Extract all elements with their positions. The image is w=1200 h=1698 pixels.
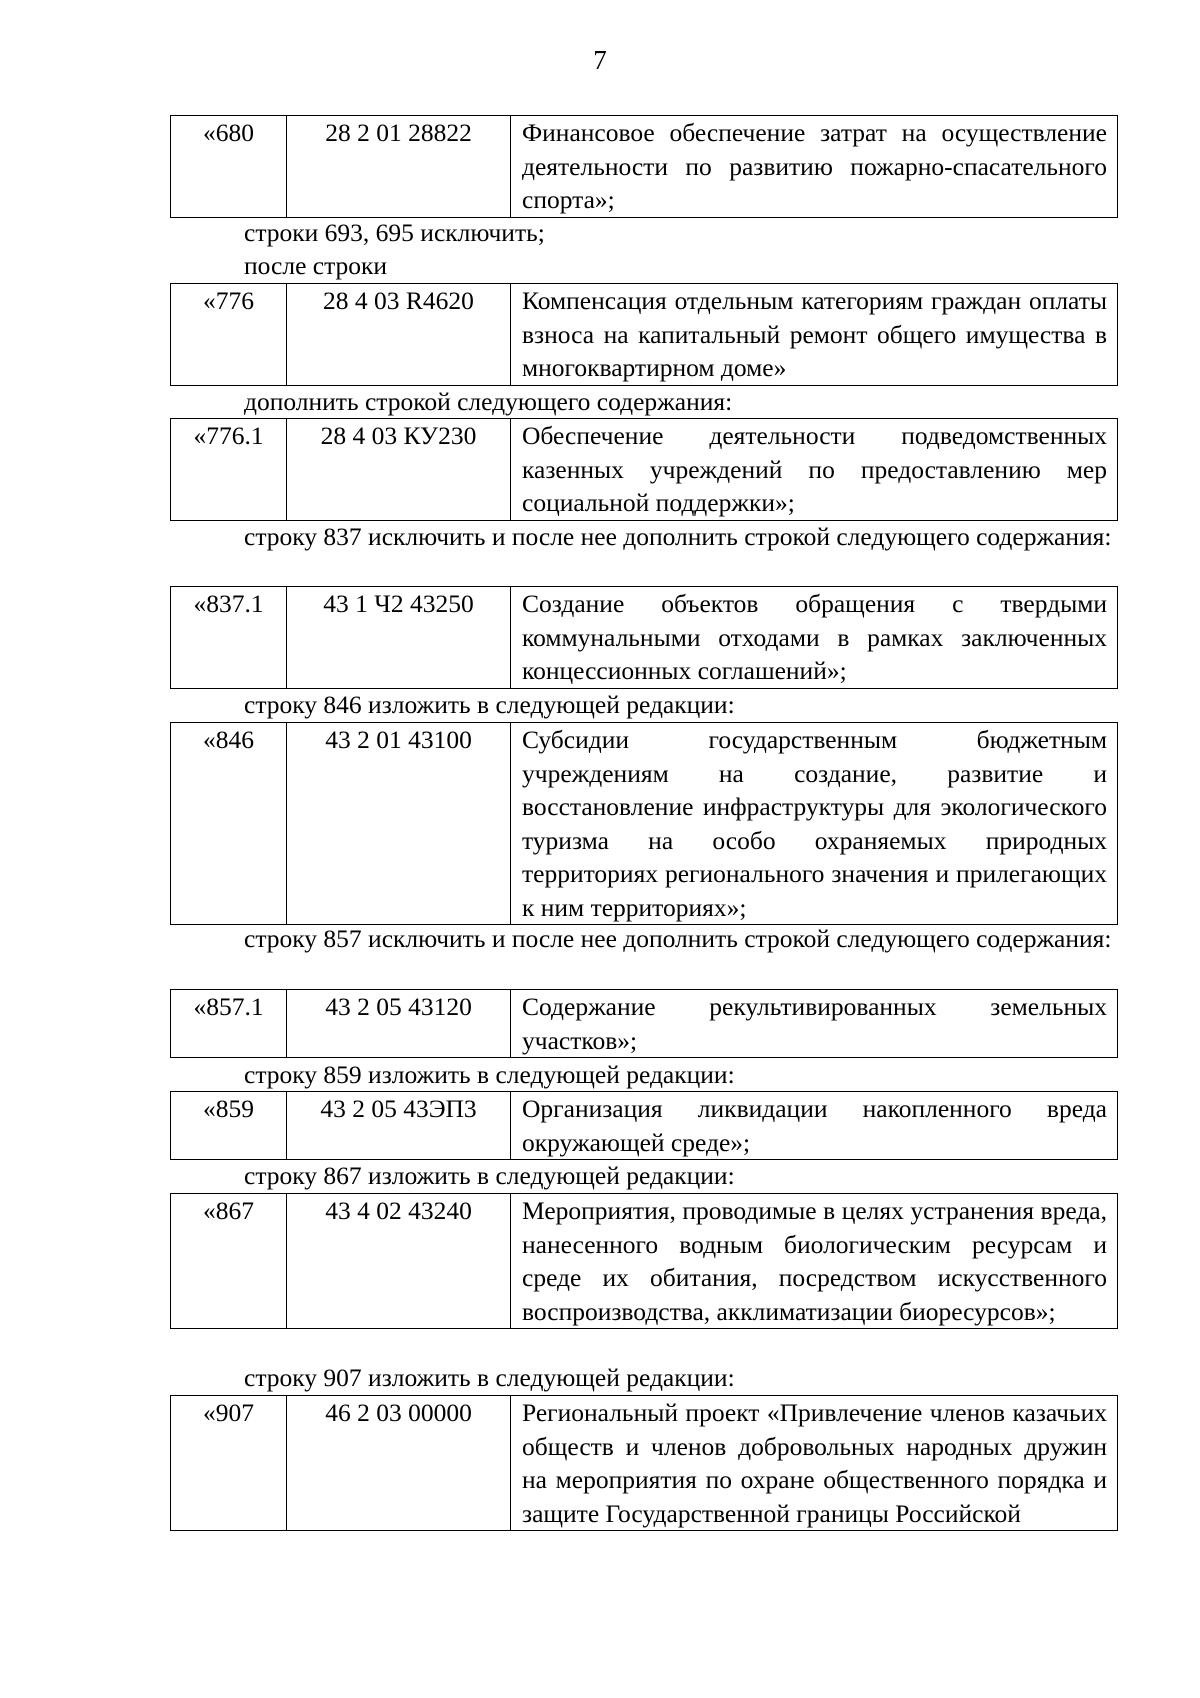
budget-code-cell: 43 4 02 43240 [287,1194,511,1329]
description-cell: Финансовое обеспечение затрат на осуществление деятельности по развитию пожарно-спасательного спорта»; [511,116,1118,218]
table-row [171,1092,1118,1160]
description-cell: Мероприятия, проводимые в целях устранения вреда, нанесенного водным биологическим ресурсам и среде их обитания, посредством искусственного воспроизводства, акклиматизации биоресурсов»; [511,1194,1118,1329]
budget-code-cell: 43 1 Ч2 43250 [287,587,511,689]
amendment-table-680 [170,115,1118,218]
row-number-cell: «857.1 [171,990,287,1058]
budget-code-cell: 43 2 05 43120 [287,990,511,1058]
table-row [171,116,1118,218]
table-row [171,723,1118,925]
instruction-text: строку 859 изложить в следующей редакции: [244,1060,735,1089]
row-number-cell: «867 [171,1194,287,1329]
description-cell: Компенсация отдельным категориям граждан оплаты взноса на капитальный ремонт общего имущества в многоквартирном доме» [511,284,1118,386]
instruction-text: строку 867 изложить в следующей редакции: [244,1161,735,1190]
table-row [171,284,1118,386]
instruction-text: строку 907 изложить в следующей редакции: [244,1363,735,1392]
instruction-text: строку 837 исключить и после нее дополнить строкой следующего содержания: [244,522,1112,551]
description-cell: Организация ликвидации накопленного вреда окружающей среде»; [511,1092,1118,1160]
table-row [171,1396,1118,1531]
instruction-text: строку 846 изложить в следующей редакции: [244,690,735,719]
row-number-cell: «776 [171,284,287,386]
budget-code-cell: 46 2 03 00000 [287,1396,511,1531]
description-cell: Обеспечение деятельности подведомственных казенных учреждений по предоставлению мер социальной поддержки»; [511,419,1118,521]
table-row [171,587,1118,689]
amendment-table-776-1 [170,418,1118,521]
table-row [171,990,1118,1058]
description-cell: Содержание рекультивированных земельных участков»; [511,990,1118,1058]
budget-code-cell: 43 2 01 43100 [287,723,511,925]
instruction-text: дополнить строкой следующего содержания: [244,387,733,416]
instruction-text: строки 693, 695 исключить; [244,218,545,247]
description-cell: Создание объектов обращения с твердыми коммунальными отходами в рамках заключенных концессионных соглашений»; [511,587,1118,689]
row-number-cell: «907 [171,1396,287,1531]
amendment-table-846 [170,722,1118,925]
table-row [171,1194,1118,1329]
budget-code-cell: 28 4 03 КУ230 [287,419,511,521]
instruction-text: строку 857 исключить и после нее дополнить строкой следующего содержания: [244,924,1112,953]
row-number-cell: «846 [171,723,287,925]
budget-code-cell: 28 4 03 R4620 [287,284,511,386]
description-cell: Региональный проект «Привлечение членов казачьих обществ и членов добровольных народных дружин на мероприятия по охране общественного порядка и защите Государственной границы Российской [511,1396,1118,1531]
row-number-cell: «680 [171,116,287,218]
budget-code-cell: 28 2 01 28822 [287,116,511,218]
page-number: 7 [593,45,607,75]
amendment-table-907 [170,1395,1118,1531]
amendment-table-859 [170,1091,1118,1160]
amendment-table-776 [170,283,1118,386]
row-number-cell: «837.1 [171,587,287,689]
budget-code-cell: 43 2 05 43ЭП3 [287,1092,511,1160]
row-number-cell: «859 [171,1092,287,1160]
instruction-text: после строки [244,251,388,280]
amendment-table-837-1 [170,586,1118,689]
row-number-cell: «776.1 [171,419,287,521]
amendment-table-867 [170,1193,1118,1329]
description-cell: Субсидии государственным бюджетным учреждениям на создание, развитие и восстановление инфраструктуры для экологического туризма на особо охраняемых природных территориях регионального значения и прилегающих к ним территориях»; [511,723,1118,925]
table-row [171,419,1118,521]
amendment-table-857-1 [170,989,1118,1058]
